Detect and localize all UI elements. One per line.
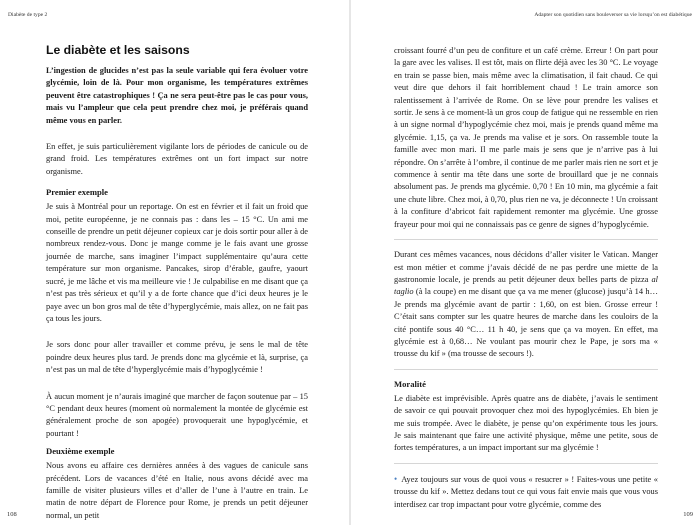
bullet-icon: • — [394, 473, 398, 484]
moralite-heading: Moralité — [394, 378, 426, 389]
continuation-paragraph: croissant fourré d’un peu de confiture et un café crème. Erreur ! On part pour la gare avec les valises. Il est tôt, mais on flirte déjà avec les 30 °C. Le voyage en train se passe bien, mais même avec la climatisation, il fait chaud. Ce qui veut dire que dehors il fait horriblement chaud ! Le train amorce son ralentissement à l’arrivée de Rome. On se lève pour prendre les valises et sortir. Je sens à ce moment-là un gros coup de fatigue qui ne ressemble en rien à un signe normal d’hypoglycémie chez moi, mais je prends quand même ma glycémie. 1,15, ça va. Je prends ma valise et je sors. On rassemble toute la famille avec mon mari. Il me parle mais je sens que je n’arrive pas à lui répondre. On s’arrête à l’ombre, il continue de me parler mais rien ne sort et je commence à sentir ma tête dans une sorte de brouillard que je ne connais absolument pas. Je prends ma glycémie. 0,70 ! En 10 min, ma glycémie a fait une chute libre. Chez moi, à 0,70, plus rien ne va, je déconnecte ! Un croissant à la confiture d’abricot fait rapidement remonter ma glycémie. Une grosse frayeur pour moi qui ne connaissais pas ce genre de signes d’hypoglycémie. — [394, 46, 658, 229]
lead-paragraph: L’ingestion de glucides n’est pas la seule variable qui fera évoluer votre glycémie, loin de là. Pour mon organisme, les températures extrêmes peuvent être catastrophiques ! Ça ne sera peut-être pas le cas pour vous, mais vu l’ampleur que cela peut prendre chez moi, je préférais quand même vous en parler. — [46, 66, 308, 125]
section-divider-2 — [394, 369, 658, 370]
section-divider — [394, 239, 658, 240]
vatican-text-2: (à la coupe) en me disant que ça va me mener (glucose) jusqu’à 14 h… Je prends ma glycémie avant de partir : 1,60, on est bien. Grosse erreur ! C’était sans compter sur les quatre heures de marche dans les couloirs de la cité pontife sous 40 °C… 11 h 40, je sens que ça va moyen. En effet, ma glycémie est à 0,68… Ne voulant pas mourir chez le Pape, je sors ma « trousse du kif » (ma trousse de secours !). — [394, 287, 658, 359]
moralite-paragraph: Le diabète est imprévisible. Après quatre ans de diabète, j’avais le sentiment de savoir ce qui pouvait provoquer chez moi des hypoglycémies. Eh bien je me suis trompée. Avec le diabète, je pense qu’on expérimente tous les jours. Je sais maintenant que faire une activité physique, même une petite, sous de fortes températures, a un impact important sur ma glycémie ! — [394, 393, 658, 453]
left-text-column — [46, 43, 308, 522]
tip-paragraph — [394, 473, 658, 511]
vatican-italic: al taglio — [394, 274, 658, 297]
right-page-number: 109 — [683, 511, 693, 518]
right-running-head: Adapter son quotidien sans bouleverser sa vie lorsqu’on est diabétique — [534, 12, 692, 18]
vatican-text-1: Durant ces mêmes vacances, nous décidons d’aller visiter le Vatican. Manger est mon métier et comme j’avais décidé de ne pas perdre une miette de la gastronomie locale, je prends au petit déjeuner deux belles parts de pizza — [394, 250, 658, 284]
example2-heading: Deuxième exemple — [46, 446, 115, 457]
example2-paragraph-1: Nous avons eu affaire ces dernières années à des vagues de canicule sans précédent. Lors de vacances d’été en Italie, nous avons décidé avec ma famille de visiter plusieurs villes et d’aller de l’une à l’autre en train. Le matin de notre départ de Florence pour Rome, je prends un petit déjeuner normal, un petit — [46, 461, 308, 520]
tip-text: Ayez toujours sur vous de quoi vous « resucrer » ! Faites-vous une petite « trousse du kif ». Mettez dedans tout ce qui vous fait envie mais que vous vous interdisez car trop impactant pour votre glycémie, comme des — [394, 474, 658, 509]
left-running-head: Diabète de type 2 — [8, 12, 48, 18]
section-title: Le diabète et les saisons — [46, 43, 190, 57]
example1-paragraph-2: Je sors donc pour aller travailler et comme prévu, je sens le mal de tête poindre deux heures plus tard. Je prends donc ma glycémie et là, surprise, ça n’est pas un mal de tête d’hyperglycémie mais d’hypoglycémie ! — [46, 340, 308, 375]
example1-heading: Premier exemple — [46, 187, 108, 198]
left-page — [0, 0, 349, 525]
left-page-number: 108 — [7, 511, 17, 518]
section-divider-3 — [394, 463, 658, 464]
right-page — [351, 0, 700, 525]
vatican-paragraph — [394, 249, 658, 361]
intro-paragraph: En effet, je suis particulièrement vigilante lors de périodes de canicule ou de grand froid. Les températures extrêmes ont un fort impact sur notre organisme. — [46, 142, 308, 176]
example1-paragraph-1: Je suis à Montréal pour un reportage. On est en février et il fait un froid que moi, petite européenne, je ne connais pas : dans les – 15 °C. Un ami me conseille de prendre un petit déjeuner copieux car je dois sortir pour aller à de nombreux rendez-vous. Donc je mange comme je le fais avant une grosse journée de marche, sans imaginer l’impact supplémentaire qu’aura cette température sur mon organisme. Pancakes, sirop d’érable, gaufre, yaourt sucré, je me lâche et vis ma meilleure vie ! Je culpabilise en me disant que ça n’est pas très sérieux et qu’il y a de forte chance que d’ici deux heures je le paye avec un bon gros mal de tête d’hyperglycémie, mais allez, on ne fait pas ça tous les jours. — [46, 202, 308, 323]
example1-paragraph-3: À aucun moment je n’aurais imaginé que marcher de façon soutenue par – 15 °C pendant deux heures (moment où normalement la montée de glycémie est généralement proche de son apogée) provoquerait une hypoglycémie, et pourtant ! — [46, 391, 308, 438]
right-text-column — [394, 45, 658, 511]
